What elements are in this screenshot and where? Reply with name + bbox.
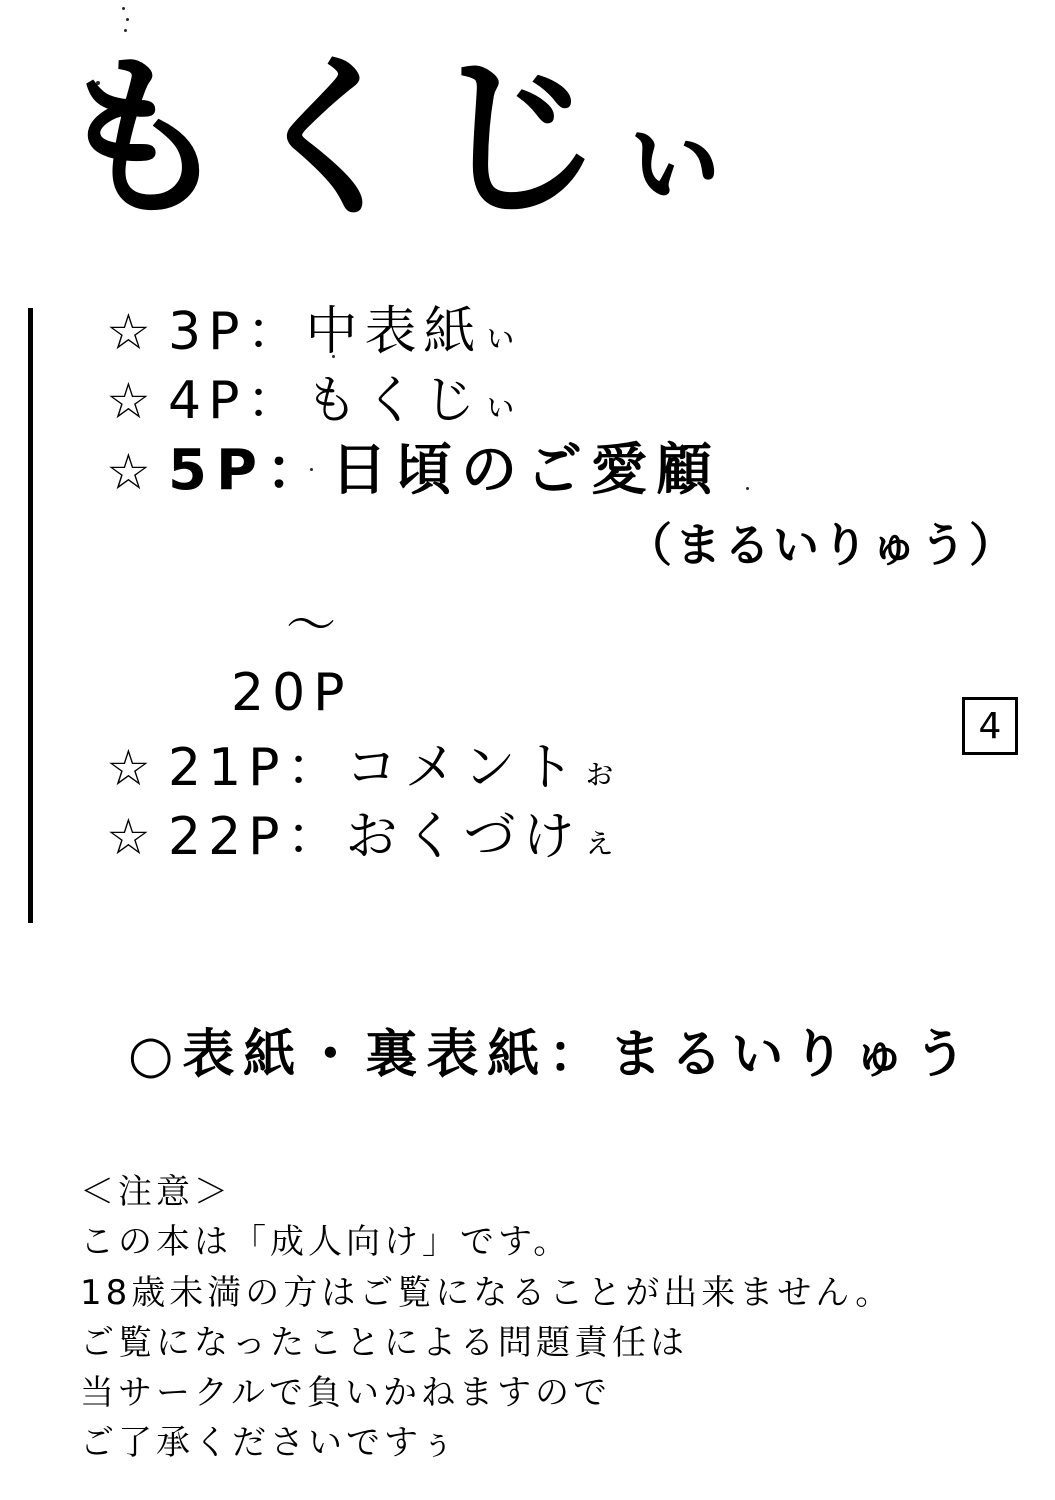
toc-entry-tail: ぇ — [581, 819, 618, 861]
page-title — [55, 38, 735, 241]
list-item — [106, 737, 1006, 798]
notice-heading: ＜注意＞ — [80, 1172, 232, 1212]
toc-entry-tail: ぉ — [581, 750, 618, 792]
toc-range-end: 20P — [231, 662, 353, 723]
list-item — [106, 806, 1006, 867]
list-item — [106, 370, 1006, 431]
star-icon: ☆ — [106, 443, 151, 502]
list-item — [106, 302, 1006, 362]
toc-vertical-rule — [28, 308, 33, 923]
star-icon: ☆ — [106, 371, 151, 430]
toc-list — [106, 302, 1018, 878]
notice-line: 当サークルで負いかねますので — [80, 1373, 611, 1414]
list-item — [106, 438, 1006, 504]
toc-range-tilde: 〜 — [286, 595, 340, 654]
dust-speck — [126, 18, 129, 21]
star-icon: ☆ — [106, 738, 151, 797]
toc-entry-label: 4P：もくじぃ — [168, 370, 519, 431]
page-number-badge: 4 — [962, 697, 1018, 755]
notice-line: この本は「成人向け」です。 — [80, 1222, 572, 1263]
notice-block — [80, 1168, 893, 1470]
notice-line: ご了承くださいですぅ — [80, 1423, 459, 1464]
toc-entry-tail: ぃ — [482, 383, 519, 425]
toc-entry-label: 21P：コメントぉ — [168, 737, 618, 798]
toc-entry-label: 22P：おくづけぇ — [168, 806, 618, 867]
star-icon: ☆ — [106, 807, 151, 866]
notice-line: ご覧になったことによる問題責任は — [80, 1322, 688, 1363]
dust-speck — [122, 7, 125, 10]
circle-icon: ○ — [128, 1025, 183, 1085]
cover-credit-line — [128, 1012, 975, 1087]
toc-entry-label: 5P：日頃のご愛顧 — [168, 438, 722, 504]
toc-entry-label: 3P：中表紙ぃ — [168, 302, 519, 362]
toc-entry-author: （まるいりゅう） — [626, 517, 1018, 572]
page-title-main: もくじ — [55, 38, 616, 241]
page-title-small: ぃ — [616, 83, 735, 221]
cover-credit-text: 表紙・裏表紙：まるいりゅう — [182, 1025, 976, 1085]
star-icon: ☆ — [106, 303, 151, 361]
toc-entry-tail: ぃ — [482, 315, 519, 356]
notice-line: 18歳未満の方はご覧になることが出来ません。 — [80, 1272, 894, 1313]
dust-speck — [124, 29, 127, 32]
